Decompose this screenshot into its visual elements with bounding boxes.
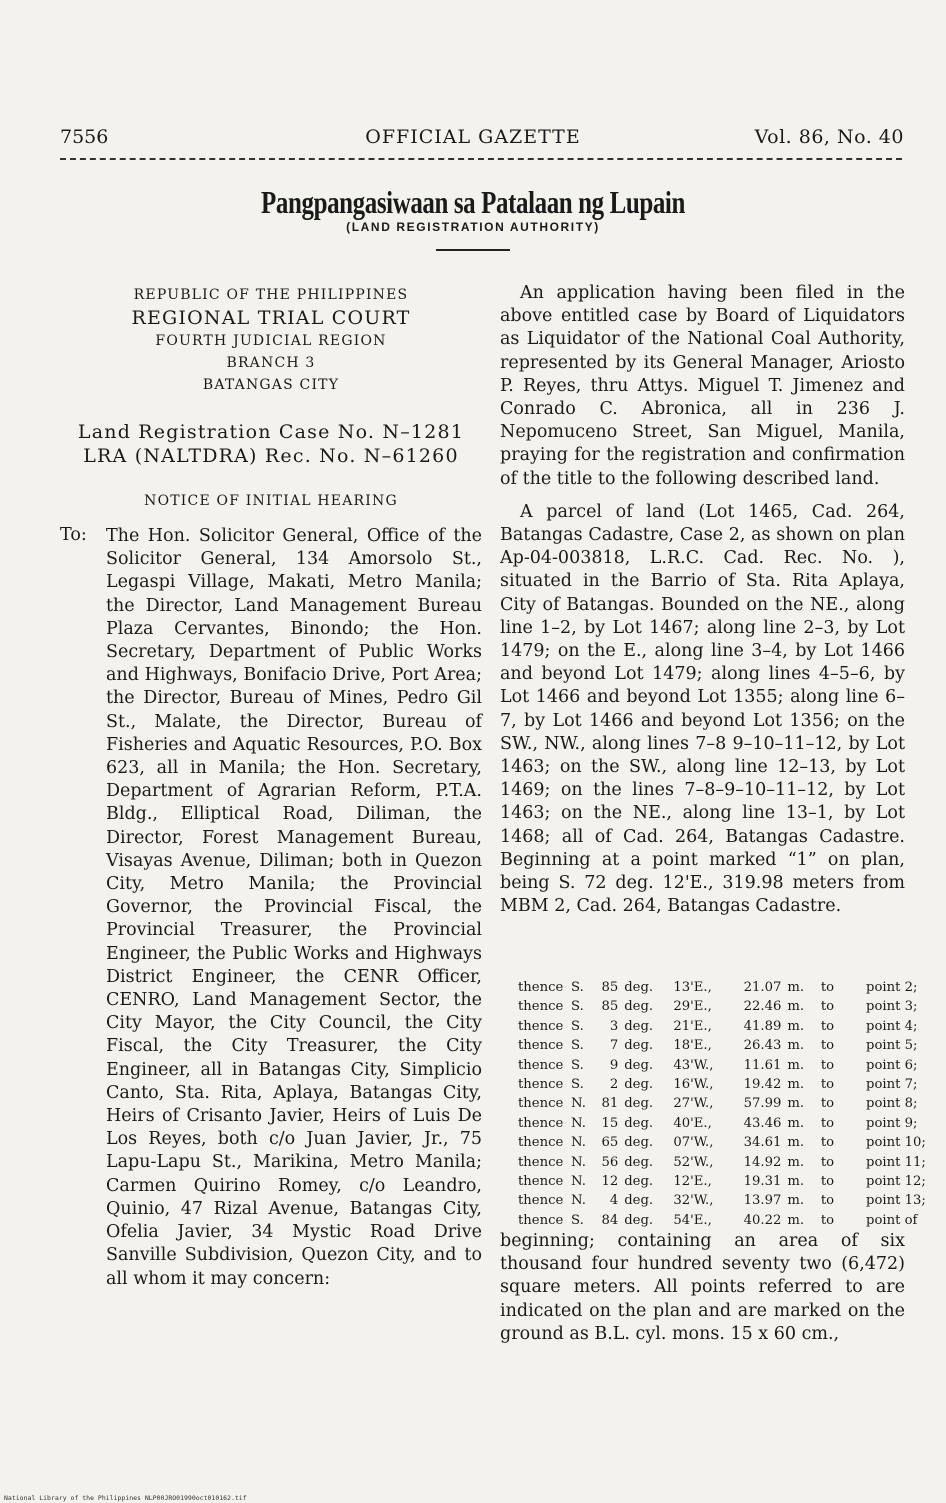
metes-cell: 07'W., <box>673 1135 714 1151</box>
scan-footer: National Library of the Philippines NLP00JRO01990oct010162.tif <box>4 1494 247 1502</box>
metes-cell: to <box>820 1018 835 1034</box>
metes-row <box>518 1172 926 1191</box>
metes-cell: thence <box>518 1212 564 1228</box>
metes-cell: 57.99 <box>743 1096 782 1112</box>
metes-cell: point 4; <box>866 1018 918 1034</box>
metes-cell: thence <box>518 980 564 995</box>
technical-description-table <box>518 978 926 1230</box>
metes-cell: to <box>820 1077 835 1093</box>
metes-cell: 34.61 <box>743 1135 782 1151</box>
metes-cell: N. <box>571 1193 586 1209</box>
metes-cell: 85 <box>601 980 619 995</box>
metes-cell: m. <box>787 1193 805 1209</box>
metes-cell: 41.89 <box>743 1018 782 1034</box>
body-text <box>500 282 905 918</box>
metes-cell: thence <box>518 1174 564 1190</box>
metes-cell: 40.22 <box>743 1212 782 1228</box>
land-description-paragraph: A parcel of land (Lot 1465, Cad. 264, Batangas Cadastre, Case 2, as shown on plan Ap-04-003818, L.R.C. Cad. Rec. No. ), situated in the Barrio of Sta. Rita Aplaya, City of Batangas. Bounded on the NE., along line 1–2, by Lot 1467; along line 2–3, by Lot 1479; on the E., along line 3–4, by Lot 1466 and beyond Lot 1479; along lines 4–5–6, by Lot 1466 and beyond Lot 1355; along line 6–7, by Lot 1466 and beyond Lot 1356; on the SW., NW., along lines 7–8 9–10–11–12, by Lot 1463; on the SW., along line 12–13, by Lot 1469; on the lines 7–8–9–10–11–12, by Lot 1463; on the NE., along line 13–1, by Lot 1468; all of Cad. 264, Batangas Cadastre. Beginning at a point marked “1” on plan, being S. 72 deg. 12'E., 319.98 meters from MBM 2, Cad. 264, Batangas Cadastre. <box>500 501 905 917</box>
section-title: Pangpangasiwaan sa Patalaan ng Lupain <box>261 184 685 220</box>
metes-cell: S. <box>571 980 584 995</box>
metes-cell: point 11; <box>866 1154 926 1170</box>
metes-row <box>518 1017 918 1036</box>
metes-cell: m. <box>787 1212 805 1228</box>
metes-cell: deg. <box>624 1077 654 1093</box>
metes-cell: to <box>820 1174 835 1190</box>
metes-cell: 27'W., <box>673 1096 714 1112</box>
metes-cell: m. <box>787 1057 805 1073</box>
metes-cell: thence <box>518 1193 564 1209</box>
court-name: REGIONAL TRIAL COURT <box>131 307 411 329</box>
metes-row <box>518 1133 926 1152</box>
metes-cell: deg. <box>624 1174 654 1190</box>
metes-cell: S. <box>571 1077 584 1093</box>
page-number: 7556 <box>60 126 109 148</box>
application-paragraph: An application having been filed in the above entitled case by Board of Liquidators as Liquidator of the National Coal Authority, represented by its General Manager, Ariosto P. Reyes, thru Attys. Miguel T. Jimenez and Conrado C. Abronica, all in 236 J. Nepomuceno Street, San Miguel, Manila, praying for the registration and confirmation of the title to the following described land. <box>500 283 905 489</box>
metes-cell: 52'W., <box>673 1154 714 1170</box>
metes-cell: N. <box>571 1096 586 1112</box>
metes-cell: 14.92 <box>743 1154 782 1170</box>
metes-cell: deg. <box>624 999 654 1015</box>
metes-cell: m. <box>787 1096 805 1112</box>
court-city: BATANGAS CITY <box>202 377 340 393</box>
metes-row <box>518 1075 918 1094</box>
metes-cell: point 6; <box>866 1057 918 1073</box>
metes-cell: point 5; <box>866 1038 918 1054</box>
metes-cell: 85 <box>601 999 619 1015</box>
metes-cell: to <box>820 1135 835 1151</box>
metes-cell: N. <box>571 1115 586 1131</box>
metes-cell: deg. <box>624 1212 654 1228</box>
metes-cell: thence <box>518 1135 564 1151</box>
metes-cell: 19.31 <box>743 1174 782 1190</box>
metes-cell: 13'E., <box>673 980 712 995</box>
metes-cell: 56 <box>601 1154 619 1170</box>
metes-cell: 2 <box>609 1077 619 1093</box>
metes-row <box>518 997 918 1016</box>
metes-cell: point 12; <box>866 1174 926 1190</box>
metes-cell: thence <box>518 1077 564 1093</box>
metes-cell: 84 <box>601 1212 619 1228</box>
metes-row <box>518 1211 918 1230</box>
court-republic: REPUBLIC OF THE PHILIPPINES <box>133 287 409 303</box>
case-block <box>60 420 482 468</box>
metes-cell: 15 <box>601 1115 619 1131</box>
court-region: FOURTH JUDICIAL REGION <box>155 333 387 349</box>
metes-cell: point 3; <box>866 999 918 1015</box>
metes-cell: deg. <box>624 1135 654 1151</box>
metes-cell: S. <box>571 1212 584 1228</box>
metes-cell: 12'E., <box>673 1174 712 1190</box>
metes-cell: deg. <box>624 980 654 995</box>
metes-cell: to <box>820 1115 835 1131</box>
metes-cell: to <box>820 1154 835 1170</box>
metes-cell: 32'W., <box>673 1193 714 1209</box>
metes-cell: deg. <box>624 1115 654 1131</box>
case-number: Land Registration Case No. N–1281 <box>77 421 465 443</box>
addressee-list: The Hon. Solicitor General, Office of the Solicitor General, 134 Amorsolo St., Legaspi Village, Makati, Metro Manila; the Director, Land Management Bureau Plaza Cervantes, Binondo; the Hon. Secretary, Department of Public Works and Highways, Bonifacio Drive, Port Area; the Director, Bureau of Mines, Pedro Gil St., Malate, the Director, Bureau of Fisheries and Aquatic Resources, P.O. Box 623, all in Manila; the Hon. Secretary, Department of Agrarian Reform, P.T.A. Bldg., Elliptical Road, Diliman, the Director, Forest Management Bureau, Visayas Avenue, Diliman; both in Quezon City, Metro Manila; the Provincial Governor, the Provincial Fiscal, the Provincial Treasurer, the Provincial Engineer, the Public Works and Highways District Engineer, the CENR Officer, CENRO, Land Management Sector, the City Mayor, the City Council, the City Fiscal, the City Treasurer, the City Engineer, all in Batangas City, Simplicio Canto, Sta. Rita, Aplaya, Batangas City, Heirs of Crisanto Javier, Heirs of Luis De Los Reyes, both c/o Juan Javier, Jr., 75 Lapu-Lapu St., Marikina, Metro Manila; Carmen Quirino Romey, c/o Leandro, Quinio, 47 Rizal Avenue, Batangas City, Ofelia Javier, 34 Mystic Road Drive Sanville Subdivision, Quezon City, and to all whom it may concern: <box>106 526 482 1289</box>
metes-cell: to <box>820 1038 835 1054</box>
metes-cell: to <box>820 1212 835 1228</box>
metes-cell: 43.46 <box>743 1115 782 1131</box>
metes-cell: 9 <box>609 1057 619 1073</box>
metes-cell: 3 <box>609 1018 619 1034</box>
metes-cell: to <box>820 999 835 1015</box>
metes-cell: thence <box>518 1154 564 1170</box>
metes-cell: m. <box>787 1115 805 1131</box>
metes-cell: 81 <box>601 1096 619 1112</box>
metes-cell: 21'E., <box>673 1018 712 1034</box>
metes-cell: to <box>820 1057 835 1073</box>
metes-cell: N. <box>571 1174 586 1190</box>
metes-cell: 40'E., <box>673 1115 712 1131</box>
metes-row <box>518 1153 926 1172</box>
metes-cell: m. <box>787 1135 805 1151</box>
metes-cell: S. <box>571 1038 584 1054</box>
metes-cell: deg. <box>624 1038 654 1054</box>
court-block <box>60 284 482 396</box>
title-rule <box>436 249 510 251</box>
record-number: LRA (NALTDRA) Rec. No. N–61260 <box>83 445 459 467</box>
metes-row <box>518 1191 926 1210</box>
court-branch: BRANCH 3 <box>226 355 316 371</box>
metes-cell: point 13; <box>866 1193 926 1209</box>
addressee-label: To: <box>60 525 87 545</box>
metes-row <box>518 1056 918 1075</box>
metes-cell: S. <box>571 999 584 1015</box>
metes-cell: deg. <box>624 1154 654 1170</box>
metes-cell: to <box>820 1193 835 1209</box>
metes-row <box>518 1094 918 1113</box>
metes-cell: thence <box>518 1018 564 1034</box>
metes-row <box>518 978 918 997</box>
metes-cell: m. <box>787 1038 805 1054</box>
metes-cell: 18'E., <box>673 1038 712 1054</box>
publication-title: OFFICIAL GAZETTE <box>365 126 581 148</box>
metes-cell: thence <box>518 1038 564 1054</box>
metes-cell: N. <box>571 1154 586 1170</box>
metes-cell: thence <box>518 1115 564 1131</box>
running-header <box>0 126 946 152</box>
metes-cell: m. <box>787 1018 805 1034</box>
metes-cell: point 2; <box>866 980 918 995</box>
metes-cell: m. <box>787 1174 805 1190</box>
metes-cell: point 7; <box>866 1077 918 1093</box>
metes-cell: thence <box>518 1057 564 1073</box>
metes-cell: 65 <box>601 1135 619 1151</box>
metes-cell: point of <box>866 1212 918 1228</box>
metes-cell: 16'W., <box>673 1077 714 1093</box>
metes-cell: 12 <box>601 1174 619 1190</box>
metes-cell: 7 <box>609 1038 619 1054</box>
header-rule <box>60 158 902 160</box>
notice-title: NOTICE OF INITIAL HEARING <box>144 493 398 509</box>
metes-cell: S. <box>571 1018 584 1034</box>
metes-cell: deg. <box>624 1057 654 1073</box>
metes-cell: 13.97 <box>743 1193 782 1209</box>
metes-cell: to <box>820 980 835 995</box>
metes-cell: 4 <box>609 1193 619 1209</box>
metes-cell: point 10; <box>866 1135 926 1151</box>
metes-cell: 29'E., <box>673 999 712 1015</box>
metes-cell: point 8; <box>866 1096 918 1112</box>
volume-number: Vol. 86, No. 40 <box>754 126 904 148</box>
metes-cell: 19.42 <box>743 1077 782 1093</box>
metes-cell: deg. <box>624 1096 654 1112</box>
metes-cell: 43'W., <box>673 1057 714 1073</box>
metes-cell: m. <box>787 980 805 995</box>
metes-cell: S. <box>571 1057 584 1073</box>
metes-cell: to <box>820 1096 835 1112</box>
metes-cell: 11.61 <box>743 1057 782 1073</box>
metes-cell: m. <box>787 1154 805 1170</box>
metes-cell: deg. <box>624 1193 654 1209</box>
metes-cell: m. <box>787 999 805 1015</box>
metes-cell: m. <box>787 1077 805 1093</box>
section-subtitle: (LAND REGISTRATION AUTHORITY) <box>346 220 600 234</box>
metes-row <box>518 1036 918 1055</box>
metes-row <box>518 1114 918 1133</box>
metes-cell: thence <box>518 999 564 1015</box>
metes-cell: 22.46 <box>743 999 782 1015</box>
metes-cell: 21.07 <box>743 980 782 995</box>
metes-cell: point 9; <box>866 1115 918 1131</box>
metes-cell: 54'E., <box>673 1212 712 1228</box>
metes-cell: deg. <box>624 1018 654 1034</box>
area-paragraph: beginning; containing an area of six thousand four hundred seventy two (6,472) square meters. All points referred to are indicated on the plan and are marked on the ground as B.L. cyl. mons. 15 x 60 cm., <box>500 1231 905 1344</box>
metes-cell: N. <box>571 1135 586 1151</box>
metes-cell: 26.43 <box>743 1038 782 1054</box>
metes-cell: thence <box>518 1096 564 1112</box>
